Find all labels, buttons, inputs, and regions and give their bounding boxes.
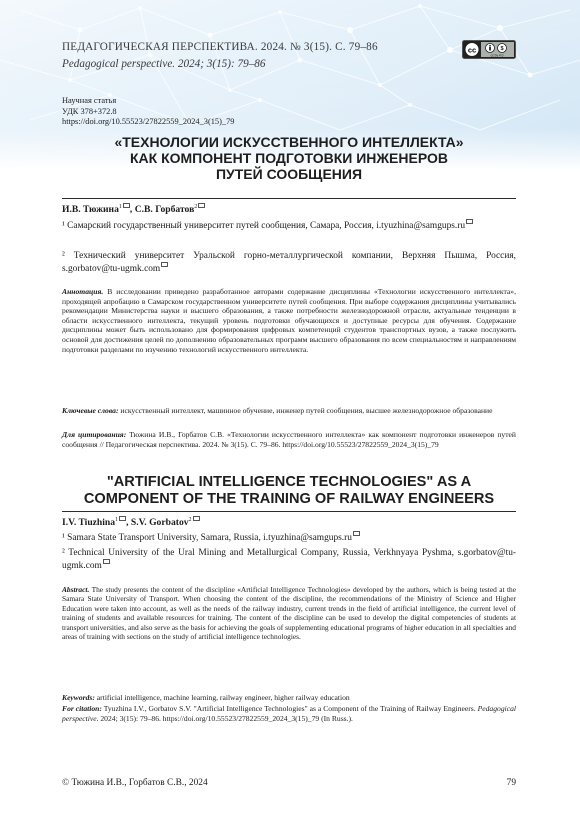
udc-code: УДК 378+372.8 <box>62 106 117 116</box>
author-separator: , <box>126 517 131 528</box>
author-name: И.В. Тюжина <box>62 204 119 215</box>
keywords-en <box>62 693 516 703</box>
citation-text: Tyuzhina I.V., Gorbatov S.V. "Artificial Intelligence Technologies" as a Component of the Training of Railway Engineers. <box>101 704 478 713</box>
affiliation-text: ² Технический университет Уральской горно-металлургической компании, Верхняя Пышма, Россия, s.gorbatov@tu-ugmk.com <box>62 251 516 275</box>
email-icon[interactable] <box>198 203 205 208</box>
affiliation-text: ² Technical University of the Ural Mining and Metallurgical Company, Russia, Verkhnyaya Pyshma, s.gorbatov@tu-ugmk.com <box>62 548 516 572</box>
article-doi[interactable]: https://doi.org/10.55523/27822559_2024_3(15)_79 <box>62 117 235 127</box>
author-affiliation-number: 1 <box>115 516 119 523</box>
author-name: S.V. Gorbatov <box>130 517 189 528</box>
title-ru-line: ПУТЕЙ СООБЩЕНИЯ <box>215 166 363 182</box>
email-icon[interactable] <box>103 559 110 564</box>
citation-text: . 2024; 3(15): 79–86. https://doi.org/10.55523/27822559_2024_3(15)_79 (In Russ.). <box>96 713 353 723</box>
email-icon[interactable] <box>161 262 168 267</box>
article-type: Научная статья <box>62 96 117 105</box>
title-ru <box>62 134 516 182</box>
abstract-label: Abstract. <box>62 585 90 594</box>
email-icon[interactable] <box>193 516 200 521</box>
abstract-text: В исследовании приведено разработанное авторами содержание дисциплины «Технологии искусственного интеллекта», проходящей апробацию в Самарском государственном университете путей сообщения. При выборе содержания дисциплины учитывались рекомендации Министерства науки и высшего образования, а также потребности железнодорожной отрасли, актуальные тенденции в области искусственного интеллекта, текущий уровень подготовки обучающихся и доступные ресурсы для обучения. Содержание дисциплины может быть использовано для формирования цифровых компетенций студентов транспортных вузов, а также послужить основой для достижения целей по дополнению образовательных программ высшего образования по всем специальностям и направлениям подготовки разделами по изучению технологий искусственного интеллекта. <box>62 287 516 354</box>
email-icon[interactable] <box>466 219 473 224</box>
authors-en <box>62 516 200 528</box>
abstract-text: The study presents the content of the discipline «Artificial Intelligence Technologies» developed by the authors, which is being tested at the Samara State University of Transport. When choosing the content of the discipline, the recommendations of the Ministry of Science and Higher Education were taken into account, as well as the needs of the railway industry, current trends in the field of artificial intelligence, the current level of training of students and available resources for training. The content of the discipline can be used to develop the digital competencies of students at transport universities, and also serve as the basis for achieving the goals of supplementing educational programs of higher education in all specialties and areas of training with sections on the study of artificial intelligence technologies. <box>62 585 516 642</box>
title-divider-ru <box>62 198 516 199</box>
svg-text:cc: cc <box>467 45 477 55</box>
page-footer <box>62 778 516 788</box>
keywords-ru <box>62 406 516 416</box>
title-en-line: COMPONENT OF THE TRAINING OF RAILWAY ENGINEERS <box>83 491 495 507</box>
affiliation-en-2 <box>62 547 516 573</box>
abstract-en <box>62 585 516 641</box>
email-icon[interactable] <box>123 203 130 208</box>
keywords-text: искусственный интеллект, машинное обучение, инженер путей сообщения, высшее железнодорожное образование <box>118 406 493 415</box>
citation-label: For citation: <box>62 704 102 713</box>
affiliation-text: ¹ Samara State Transport University, Samara, Russia, i.tyuzhina@samgups.ru <box>62 533 352 543</box>
author-affiliation-number: 2 <box>188 516 192 523</box>
cc-by-license-badge[interactable] <box>462 40 516 59</box>
authors-ru <box>62 203 205 215</box>
author-affiliation-number: 2 <box>194 203 198 210</box>
author-affiliation-number: 1 <box>118 203 122 210</box>
cc-license-label: cc by 4.0 <box>490 53 504 58</box>
citation-ru <box>62 430 516 449</box>
title-en-line: "ARTIFICIAL INTELLIGENCE TECHNOLOGIES" AS A <box>106 474 472 490</box>
page-number: 79 <box>506 778 516 788</box>
affiliation-ru-2 <box>62 250 516 276</box>
citation-en <box>62 704 516 723</box>
title-en <box>62 474 516 508</box>
abstract-label: Аннотация. <box>62 287 104 296</box>
journal-header-en: Pedagogical perspective. 2024; 3(15): 79–86 <box>62 58 266 70</box>
journal-header-ru: ПЕДАГОГИЧЕСКАЯ ПЕРСПЕКТИВА. 2024. № 3(15). С. 79–86 <box>62 41 378 53</box>
author-name: С.В. Горбатов <box>134 204 195 215</box>
keywords-label: Ключевые слова: <box>62 406 119 415</box>
citation-label: Для цитирования: <box>62 430 127 439</box>
keywords-text: artificial intelligence, machine learning, railway engineer, higher railway education <box>94 693 350 702</box>
author-separator: , <box>129 204 135 215</box>
copyright: © Тюжина И.В., Горбатов С.В., 2024 <box>62 778 208 788</box>
affiliation-ru-1 <box>62 219 516 232</box>
title-ru-line: КАК КОМПОНЕНТ ПОДГОТОВКИ ИНЖЕНЕРОВ <box>130 150 448 166</box>
svg-text:$: $ <box>500 46 504 53</box>
citation-journal: Pedagogical perspective <box>62 704 517 723</box>
title-ru-line: «ТЕХНОЛОГИИ ИСКУССТВЕННОГО ИНТЕЛЛЕКТА» <box>114 134 464 150</box>
email-icon[interactable] <box>353 531 360 536</box>
affiliation-text: ¹ Самарский государственный университет путей сообщения, Самара, Россия, i.tyuzhina@samgups.ru <box>62 221 466 231</box>
title-divider-en <box>62 511 516 512</box>
affiliation-en-1 <box>62 531 516 544</box>
author-name: I.V. Tiuzhina <box>62 517 116 528</box>
citation-text: Тюжина И.В., Горбатов С.В. «Технологии искусственного интеллекта» как компонент подготовки инженеров путей сообщения // Педагогическая перспектива. 2024. № 3(15). С. 79–86. https://doi.org/10.55523/27822559_2024_3(15)_79 <box>62 430 516 449</box>
keywords-label: Keywords: <box>62 693 95 702</box>
article-meta <box>62 96 234 128</box>
abstract-ru <box>62 287 516 354</box>
